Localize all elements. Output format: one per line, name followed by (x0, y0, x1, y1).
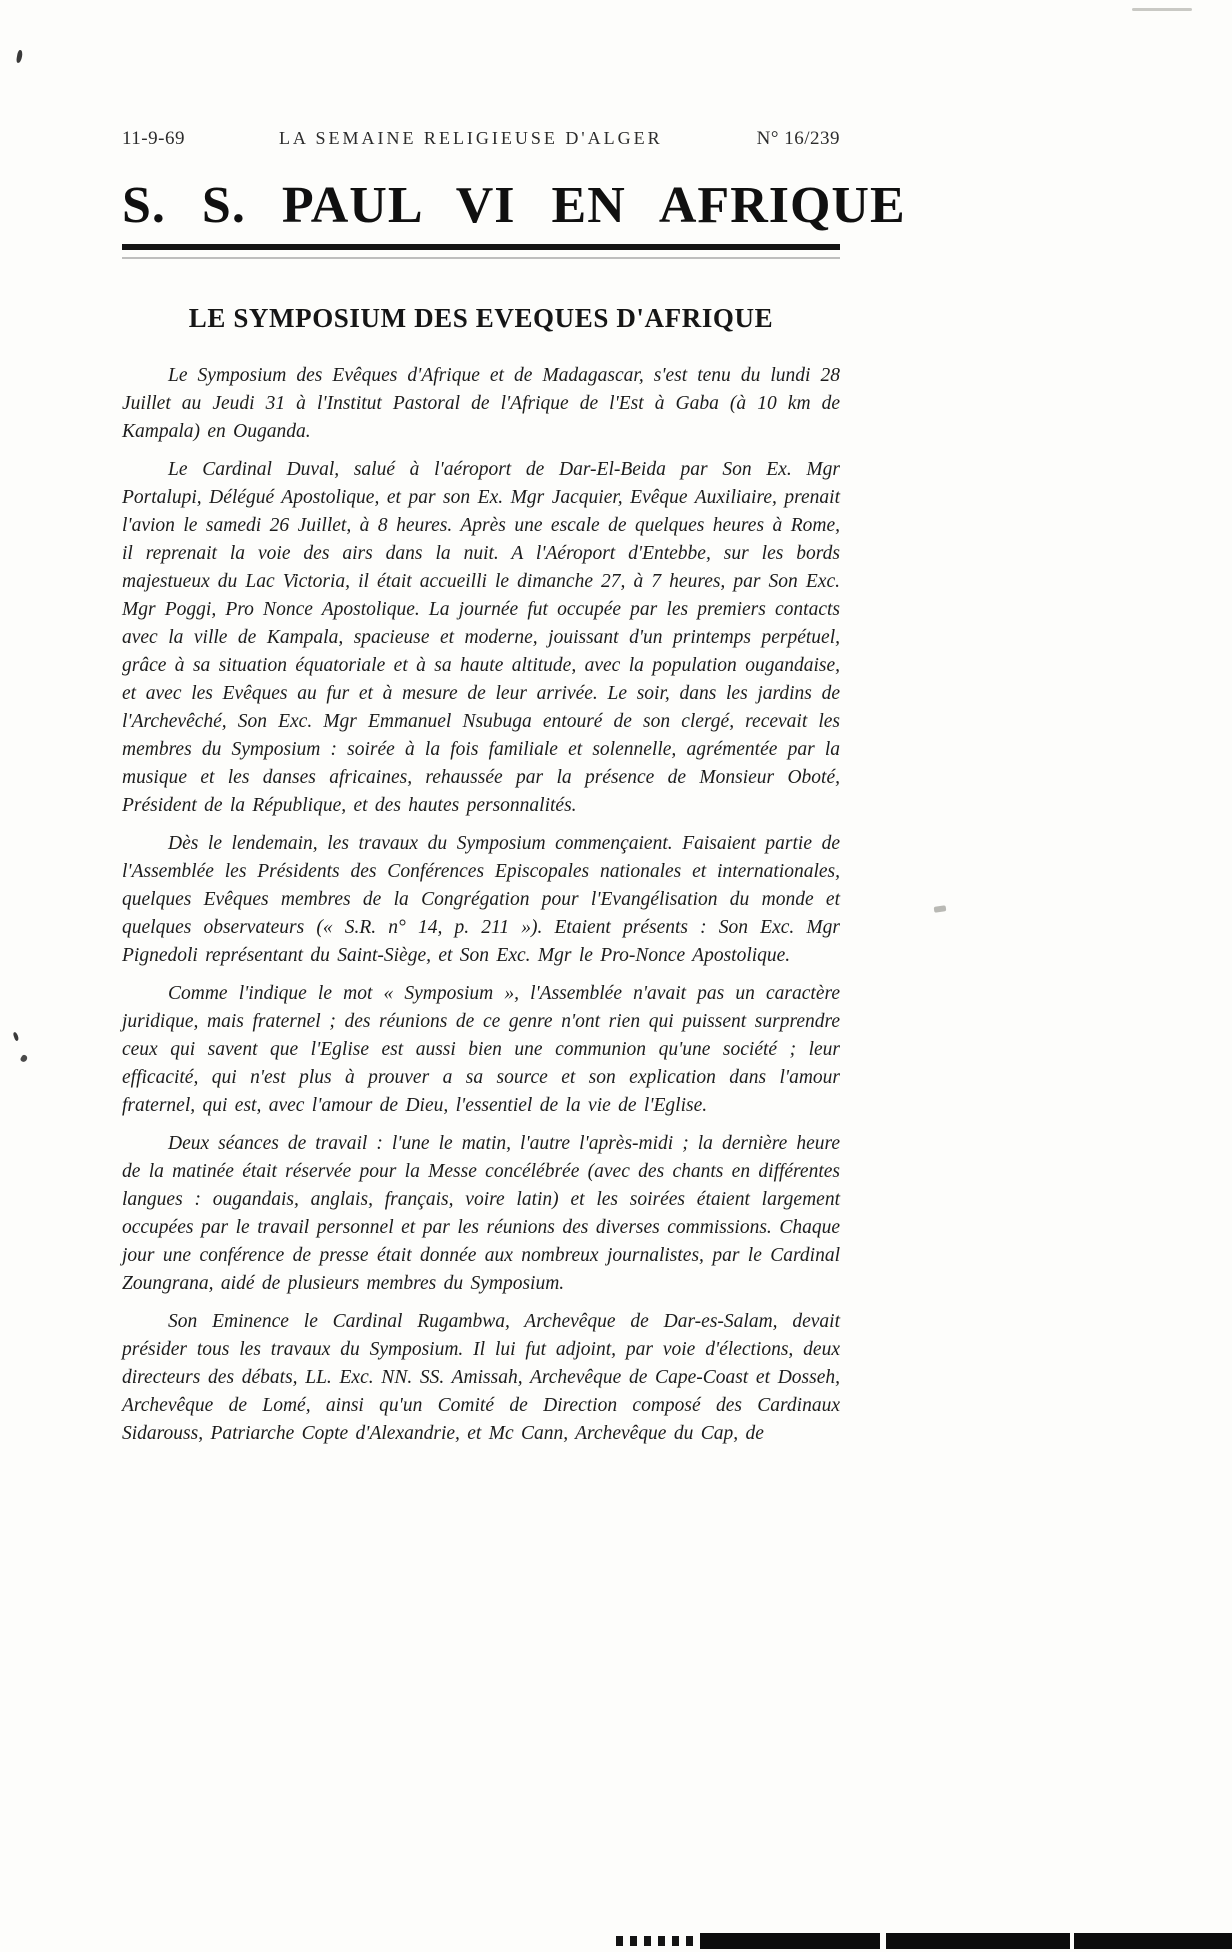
paragraph-6: Son Eminence le Cardinal Rugambwa, Archevêque de Dar-es-Salam, devait présider tous les travaux du Symposium. Il lui fut adjoint, par voie d'élections, deux directeurs des débats, LL. Exc. NN. SS. Amissah, Archevêque de Cape-Coast et Dosseh, Archevêque de Lomé, ainsi qu'un Comité de Direction composé des Cardinaux Sidarouss, Patriarche Copte d'Alexandrie, et Mc Cann, Archevêque du Cap, de (122, 1311, 840, 1444)
header-journal-title: LA SEMAINE RELIGIEUSE D'ALGER (278, 128, 663, 148)
paragraph-5: Deux séances de travail : l'une le matin, l'autre l'après-midi ; la dernière heure de la matinée était réservée pour la Messe concélébrée (avec des chants en différentes langues : ougandais, anglais, français, voire latin) et les soirées étaient largement occupées par le travail personnel et par les réunions des diverses commissions. Chaque jour une conférence de presse était donnée aux nombreux journalistes, par le Cardinal Zoungrana, aidé de plusieurs membres du Symposium. (122, 1133, 840, 1294)
scan-artifact-dashes (616, 1936, 694, 1946)
header-date: 11-9-69 (122, 128, 185, 149)
scan-speck (934, 905, 947, 913)
article-body (122, 362, 840, 1448)
scan-speck (13, 1032, 20, 1042)
page-title: S. S. PAUL VI EN AFRIQUE (122, 177, 906, 234)
title-rule-thick (122, 244, 840, 250)
scan-artifact-bar (700, 1933, 1232, 1949)
paragraph-1: Le Symposium des Evêques d'Afrique et de Madagascar, s'est tenu du lundi 28 Juillet au Jeudi 31 à l'Institut Pastoral de l'Afrique de l'Est à Gaba (à 10 km de Kampala) en Ouganda. (122, 365, 840, 442)
paragraph-2: Le Cardinal Duval, salué à l'aéroport de Dar-El-Beida par Son Ex. Mgr Portalupi, Délégué Apostolique, et par son Ex. Mgr Jacquier, Evêque Auxiliaire, prenait l'avion le samedi 26 Juillet, à 8 heures. Après une escale de quelques heures à Rome, il reprenait la voie des airs dans la nuit. A l'Aéroport d'Entebbe, sur les bords majestueux du Lac Victoria, il était accueilli le dimanche 27, à 7 heures, par Son Exc. Mgr Poggi, Pro Nonce Apostolique. La journée fut occupée par les premiers contacts avec la ville de Kampala, spacieuse et moderne, jouissant d'un printemps perpétuel, grâce à sa situation équatoriale et à sa haute altitude, avec la population ougandaise, et avec les Evêques au fur et à mesure de leur arrivée. Le soir, dans les jardins de l'Archevêché, Son Exc. Mgr Emmanuel Nsubuga entouré de son clergé, recevait les membres du Symposium : soirée à la fois familiale et solennelle, agrémentée par la musique et les danses africaines, rehaussée par la présence de Monsieur Oboté, Président de la République, et des hautes personnalités. (122, 459, 840, 816)
scan-speck (20, 1054, 29, 1063)
header-issue-number: N° 16/239 (756, 128, 840, 149)
paragraph-3: Dès le lendemain, les travaux du Symposium commençaient. Faisaient partie de l'Assemblée les Présidents des Conférences Episcopales nationales et internationales, quelques Evêques membres de la Congrégation pour l'Evangélisation du monde et quelques observateurs (« S.R. n° 14, p. 211 »). Etaient présents : Son Exc. Mgr Pignedoli représentant du Saint-Siège, et Son Exc. Mgr le Pro-Nonce Apostolique. (122, 833, 840, 966)
page-header (122, 128, 840, 150)
scan-speck (16, 50, 23, 64)
paragraph-4: Comme l'indique le mot « Symposium », l'Assemblée n'avait pas un caractère juridique, mais fraternel ; des réunions de ce genre n'ont rien qui puissent surprendre ceux qui savent que l'Eglise est aussi bien une communion qu'une société ; leur efficacité, qui n'est plus à prouver a sa source et son explication dans l'amour fraternel, qui est, avec l'amour de Dieu, l'essentiel de la vie de l'Eglise. (122, 983, 840, 1116)
title-rule-thin (122, 257, 840, 259)
section-heading: LE SYMPOSIUM DES EVEQUES D'AFRIQUE (188, 303, 774, 333)
scan-speck (1132, 8, 1192, 11)
scanned-page (122, 0, 906, 1458)
